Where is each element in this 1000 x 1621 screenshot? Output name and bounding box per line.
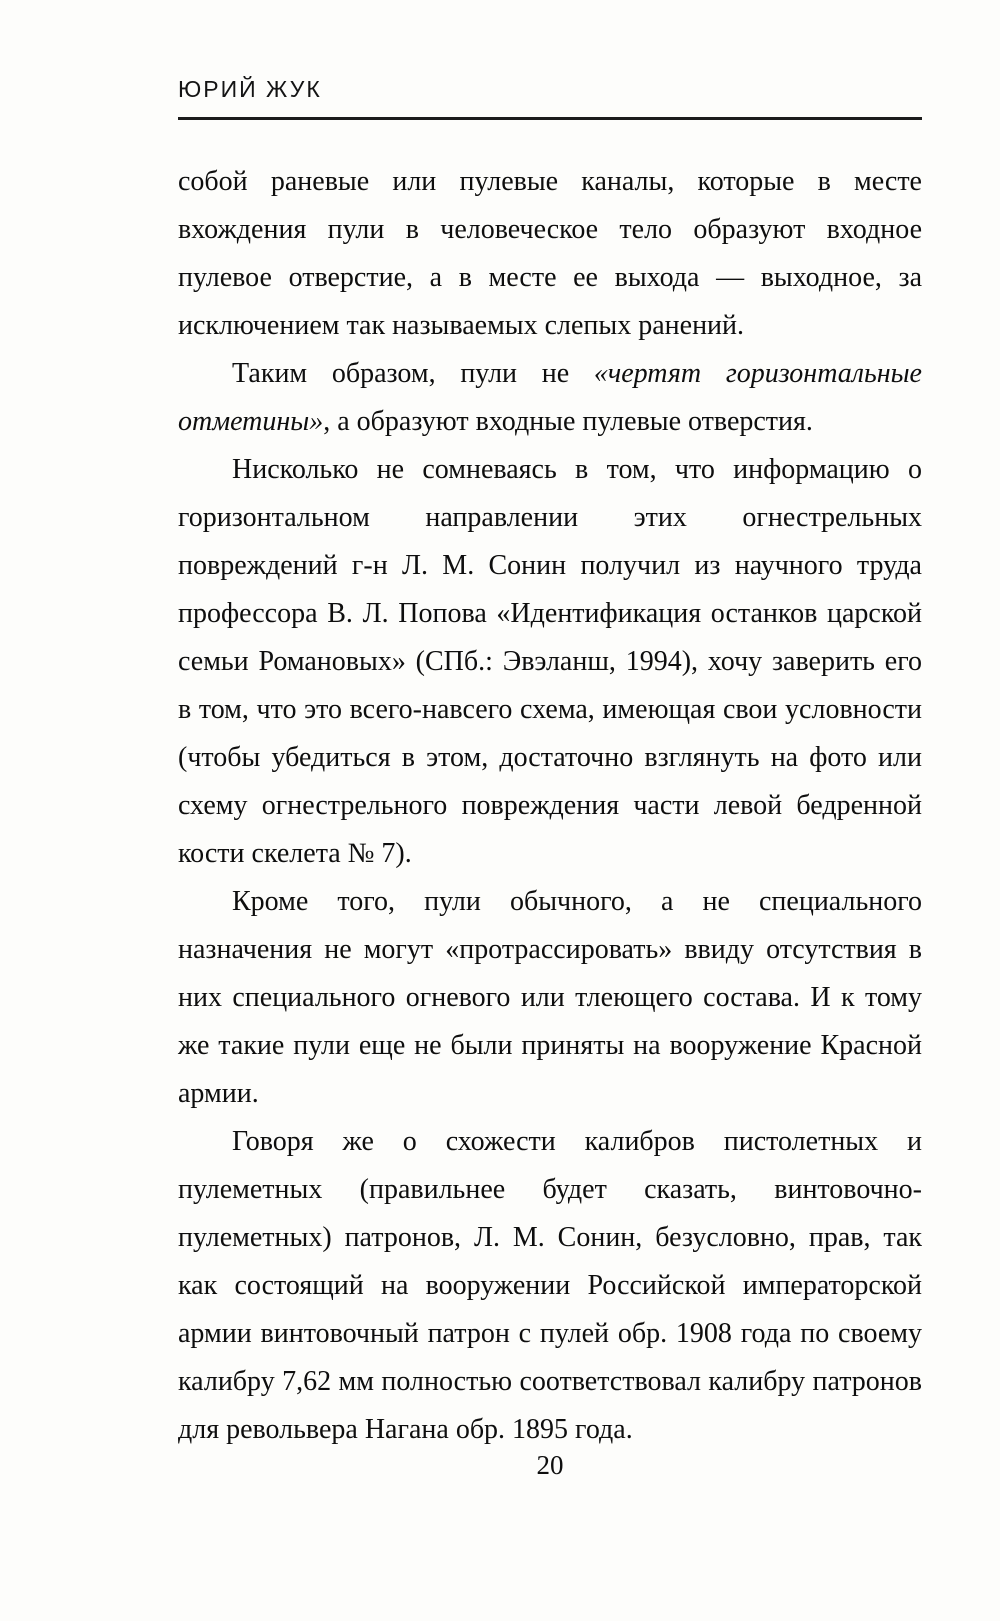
paragraph: [178, 878, 922, 1118]
paragraph: [178, 446, 922, 878]
paragraph: [178, 1118, 922, 1454]
text-segment: Кроме того, пули обычного, а не специального назначения не могут «протрассировать» ввиду отсутствия в них специального огневого или тлеющего состава. И к тому же такие пули еще не были приняты на вооружение Красной армии.: [178, 886, 922, 1109]
text-segment: Говоря же о схожести калибров пистолетных и пулеметных (правильнее будет сказать, винтовочно-пулеметных) патронов, Л. М. Сонин, безусловно, прав, так как состоящий на вооружении Российской императорской армии винтовочный патрон с пулей обр. 1908 года по своему калибру 7,62 мм полностью соответствовал калибру патронов для револьвера Нагана обр. 1895 года.: [178, 1126, 922, 1445]
paragraph: [178, 158, 922, 350]
header-rule: [178, 117, 922, 120]
paragraph: [178, 350, 922, 446]
italic-text: «чертят горизонтальные отметины»: [178, 358, 922, 437]
page-number: 20: [536, 1450, 564, 1480]
author-header: ЮРИЙ ЖУК: [178, 76, 322, 102]
text-segment: Таким образом, пули не: [232, 358, 594, 389]
text-segment: , а образуют входные пулевые отверстия.: [323, 406, 813, 437]
body-text: [178, 158, 922, 1454]
running-head: [178, 76, 922, 120]
text-segment: Нисколько не сомневаясь в том, что информацию о горизонтальном направлении этих огнестрельных повреждений г-н Л. М. Сонин получил из научного труда профессора В. Л. Попова «Идентификация останков царской семьи Романовых» (СПб.: Эвэланш, 1994), хочу заверить его в том, что это всего-навсего схема, имеющая свои условности (чтобы убедиться в этом, достаточно взглянуть на фото или схему огнестрельного повреждения части левой бедренной кости скелета № 7).: [178, 454, 922, 869]
text-segment: собой раневые или пулевые каналы, которые в месте вхождения пули в человеческое тело образуют входное пулевое отверстие, а в месте ее выхода — выходное, за исключением так называемых слепых ранений.: [178, 166, 922, 341]
